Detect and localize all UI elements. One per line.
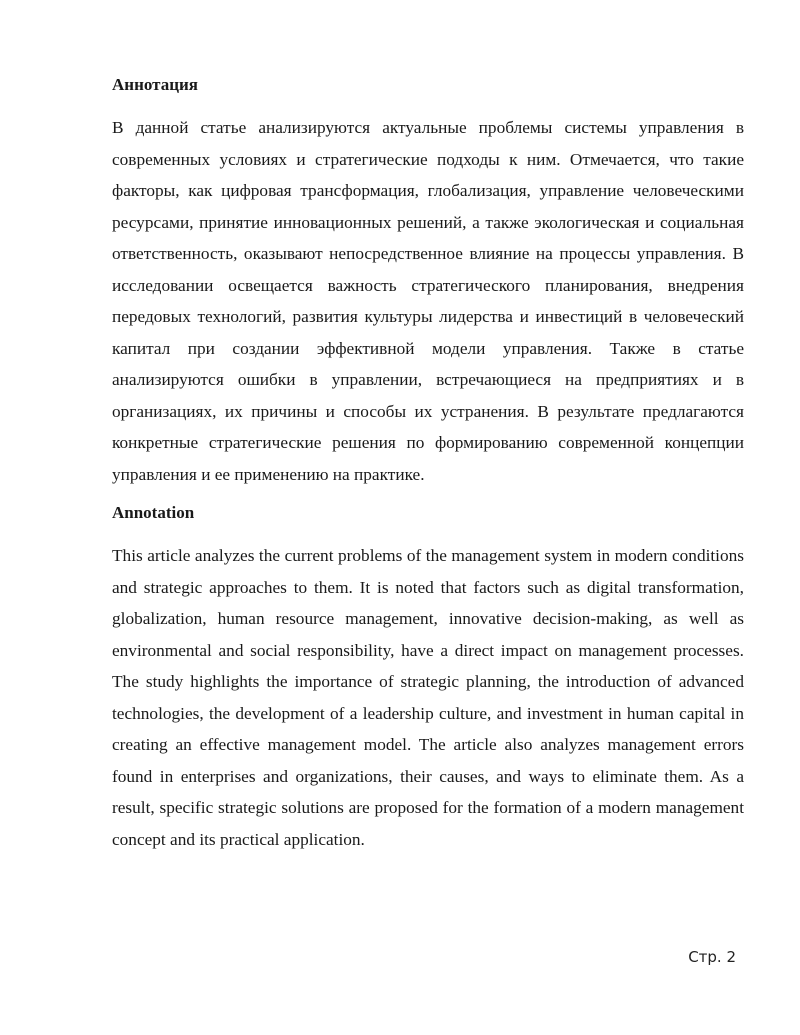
section-text-english: This article analyzes the current problems of the management system in modern conditions and strategic approaches to them. It is noted that factors such as digital transformation, globalization, human resource management, innovative decision-making, as well as environmental and social responsibility, have a direct impact on management processes. The study highlights the importance of strategic planning, the introduction of advanced technologies, the development of a leadership culture, and investment in human capital in creating an effective management model. The article also analyzes management errors found in enterprises and organizations, their causes, and ways to eliminate them. As a result, specific strategic solutions are proposed for the formation of a modern management concept and its practical application. [112, 546, 744, 849]
section-heading-russian: Аннотация [112, 75, 198, 94]
document-page [112, 72, 744, 865]
page-number: Стр. 2 [688, 948, 736, 966]
section-text-russian: В данной статье анализируются актуальные проблемы системы управления в современных условиях и стратегические подходы к ним. Отмечается, что такие факторы, как цифровая трансформация, глобализация, управление человеческими ресурсами, принятие инновационных решений, а также экологическая и социальная ответственность, оказывают непосредственное влияние на процессы управления. В исследовании освещается важность стратегического планирования, внедрения передовых технологий, развития культуры лидерства и инвестиций в человеческий капитал при создании эффективной модели управления. Также в статье анализируются ошибки в управлении, встречающиеся на предприятиях и в организациях, их причины и способы их устранения. В результате предлагаются конкретные стратегические решения по формированию современной концепции управления и ее применению на практике. [112, 118, 744, 484]
section-heading-english: Annotation [112, 503, 195, 522]
